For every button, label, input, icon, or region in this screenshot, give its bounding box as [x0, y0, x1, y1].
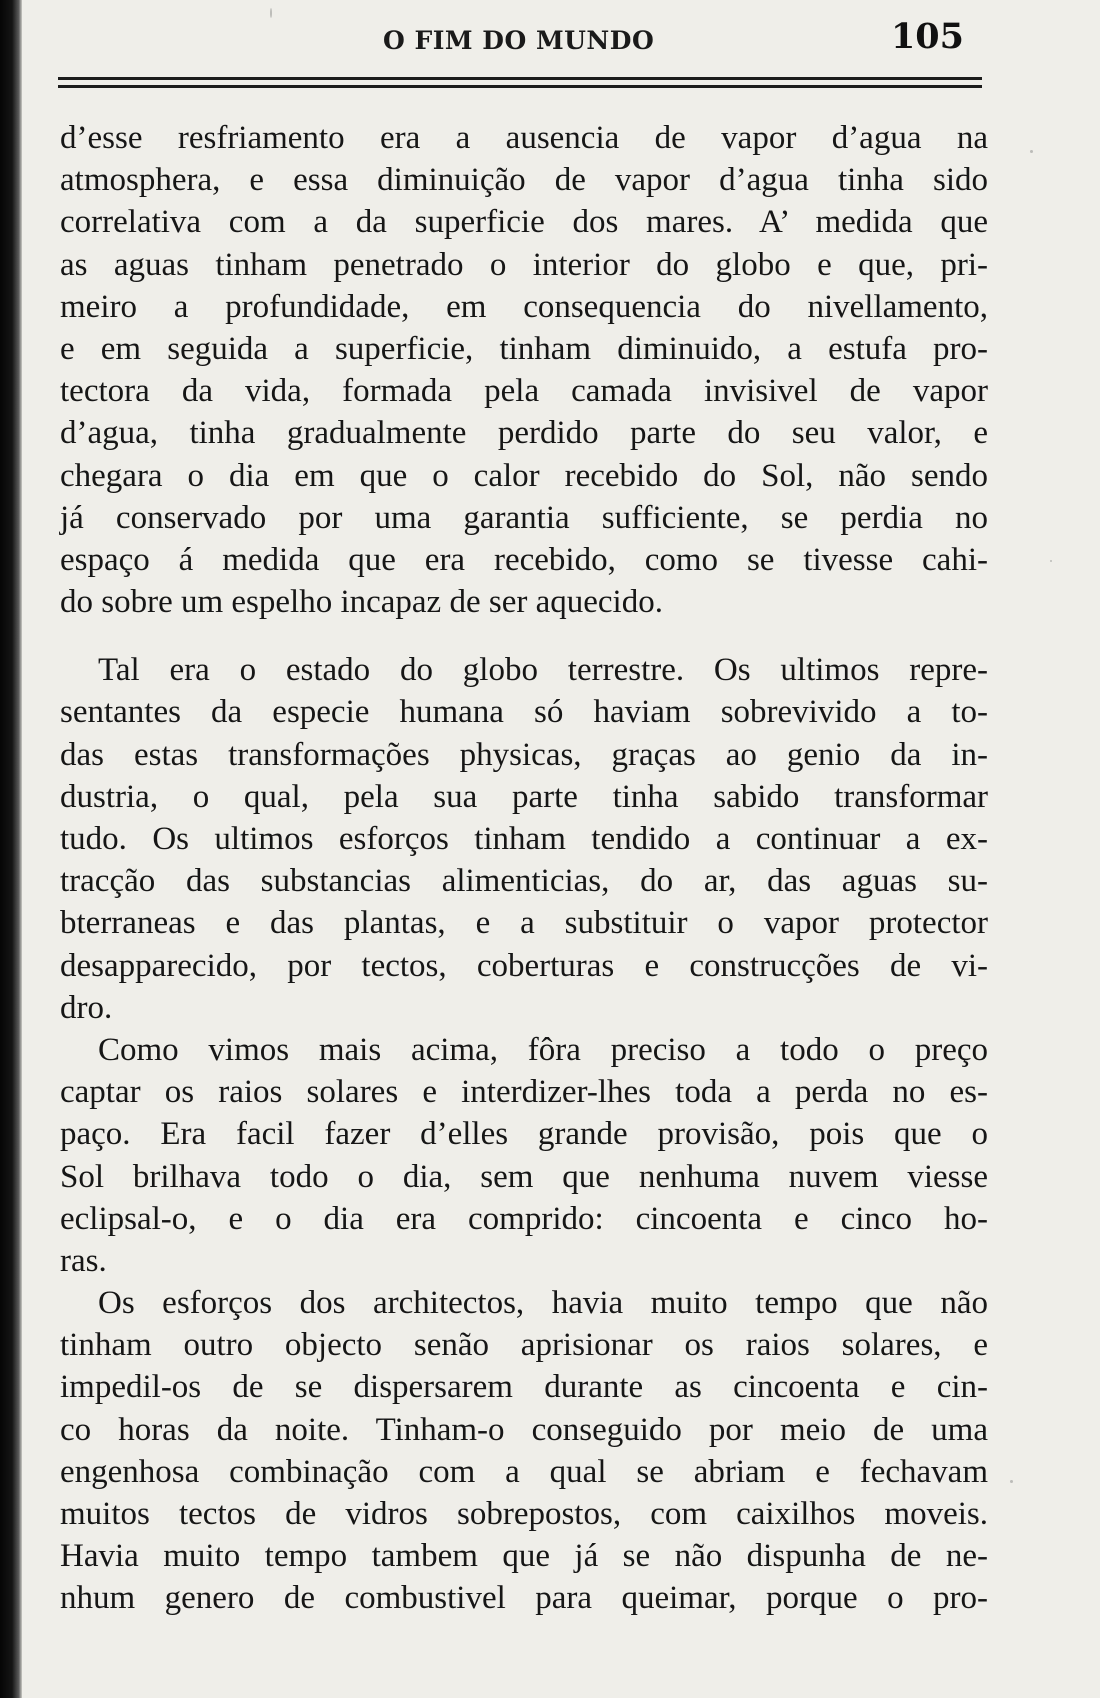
paragraph	[60, 117, 988, 623]
header-rule-top	[58, 77, 982, 80]
text-line: dustria, o qual, pela sua parte tinha sabido transformar	[60, 778, 988, 815]
text-line: tectora da vida, formada pela camada invisivel de vapor	[60, 373, 988, 410]
text-line: Como vimos mais acima, fôra preciso a todo o preço	[98, 1031, 988, 1068]
paragraph-gap	[60, 623, 988, 649]
text-line: do sobre um espelho incapaz de ser aquecido.	[60, 584, 663, 621]
paper-speck	[270, 8, 272, 18]
text-line: desapparecido, por tectos, coberturas e construcções de vi-	[60, 947, 988, 984]
text-line: eclipsal-o, e o dia era comprido: cincoenta e cinco ho-	[60, 1200, 988, 1237]
text-line: tinham outro objecto senão aprisionar os raios solares, e	[60, 1327, 988, 1364]
text-line: ras.	[60, 1242, 107, 1279]
text-line: dro.	[60, 989, 113, 1026]
paper-speck	[1050, 560, 1052, 562]
text-line: muitos tectos de vidros sobrepostos, com caixilhos moveis.	[60, 1496, 988, 1532]
text-line: as aguas tinham penetrado o interior do globo e que, pri-	[60, 246, 988, 283]
text-line: impedil-os de se dispersarem durante as cincoenta e cin-	[60, 1369, 988, 1406]
text-line: d’esse resfriamento era a ausencia de vapor d’agua na	[60, 120, 988, 156]
header-rule-bottom	[58, 85, 982, 88]
text-line: e em seguida a superficie, tinham diminuido, a estufa pro-	[60, 330, 988, 367]
paragraph	[60, 649, 988, 1029]
text-line: chegara o dia em que o calor recebido do Sol, não sendo	[60, 457, 988, 494]
paragraph	[60, 1282, 988, 1620]
page-header	[58, 12, 982, 68]
text-line: das estas transformações physicas, graças ao genio da in-	[60, 736, 988, 773]
text-line: tudo. Os ultimos esforços tinham tendido a continuar a ex-	[60, 821, 988, 857]
text-line: já conservado por uma garantia sufficiente, se perdia no	[60, 499, 988, 536]
text-line: sentantes da especie humana só haviam sobrevivido a to-	[60, 694, 988, 731]
text-line: captar os raios solares e interdizer-lhes toda a perda no es-	[60, 1074, 988, 1111]
text-line: bterraneas e das plantas, e a substituir o vapor protector	[60, 905, 988, 942]
body-text	[60, 117, 988, 1620]
text-line: correlativa com a da superficie dos mares. A’ medida que	[60, 204, 988, 241]
text-line: Havia muito tempo tambem que já se não dispunha de ne-	[60, 1538, 988, 1575]
text-line: engenhosa combinação com a qual se abriam e fechavam	[60, 1453, 988, 1490]
binding-shadow	[0, 0, 22, 1698]
text-line: Tal era o estado do globo terrestre. Os ultimos repre-	[98, 652, 988, 689]
text-line: Os esforços dos architectos, havia muito tempo que não	[98, 1285, 988, 1322]
text-line: paço. Era facil fazer d’elles grande provisão, pois que o	[60, 1116, 988, 1153]
running-title: O FIM DO MUNDO	[383, 26, 655, 55]
text-line: nhum genero de combustivel para queimar, porque o pro-	[60, 1580, 988, 1617]
paper-speck	[1010, 1480, 1013, 1483]
text-line: Sol brilhava todo o dia, sem que nenhuma nuvem viesse	[60, 1158, 988, 1195]
text-line: co horas da noite. Tinham-o conseguido por meio de uma	[60, 1411, 988, 1448]
page-number: 105	[890, 16, 964, 57]
text-line: atmosphera, e essa diminuição de vapor d’agua tinha sido	[60, 162, 988, 199]
paragraph	[60, 1029, 988, 1282]
text-line: espaço á medida que era recebido, como se tivesse cahi-	[60, 541, 988, 578]
text-line: d’agua, tinha gradualmente perdido parte do seu valor, e	[60, 415, 988, 452]
paper-speck	[1030, 150, 1033, 153]
text-line: tracção das substancias alimenticias, do ar, das aguas su-	[60, 863, 988, 900]
text-line: meiro a profundidade, em consequencia do nivellamento,	[60, 288, 988, 325]
